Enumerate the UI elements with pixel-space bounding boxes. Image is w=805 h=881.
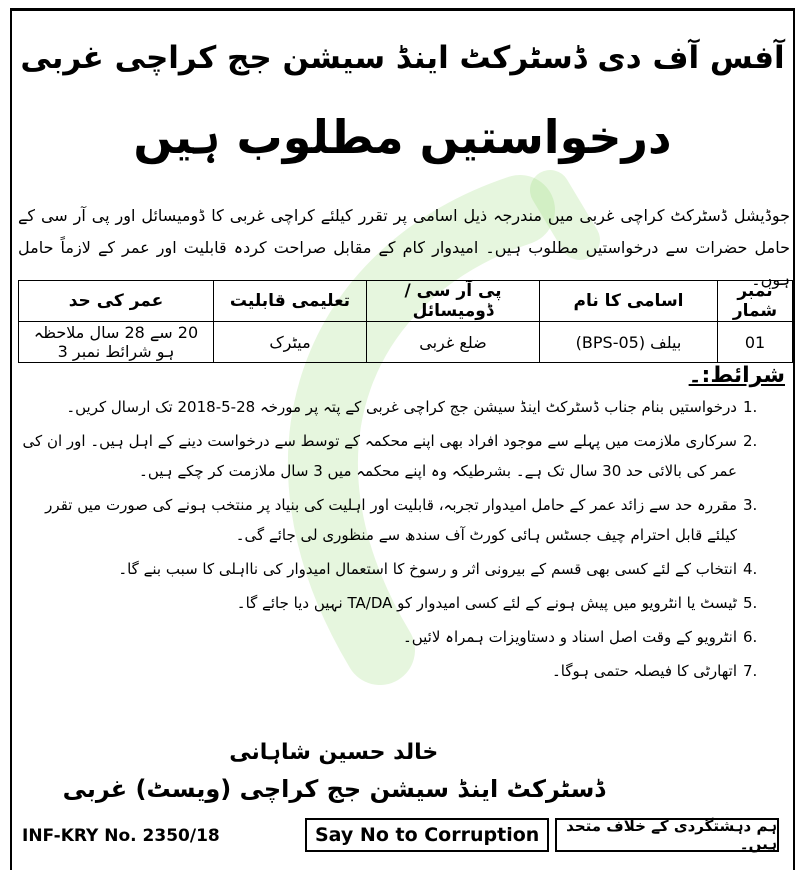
item-text: درخواستیں بنام جناب ڈسٹرکٹ اینڈ سیشن جج کراچی غربی کے پتہ پر مورخہ 28-5-2018 تک ارسال کریں۔	[66, 398, 737, 416]
item-number: 6.	[743, 628, 758, 646]
conditions-list	[20, 392, 785, 686]
list-item	[20, 426, 785, 486]
item-number: 3.	[743, 496, 758, 514]
slogan-box: Say No to Corruption	[305, 818, 549, 852]
item-text: اتھارٹی کا فیصلہ حتمی ہوگا۔	[551, 662, 737, 680]
signatory-designation: ڈسٹرکٹ اینڈ سیشن جج کراچی (ویسٹ) غربی	[62, 775, 605, 803]
row-qualification: میٹرک	[214, 322, 367, 363]
header-age: عمر کی حد	[19, 281, 214, 322]
header-domicile: پی آر سی / ڈومیسائل	[367, 281, 540, 322]
item-text: انٹرویو کے وقت اصل اسناد و دستاویزات ہمراہ لائیں۔	[402, 628, 737, 646]
pledge-box: ہم دہشتگردی کے خلاف متحد ہیں۔	[555, 818, 779, 852]
row-post: بیلف (BPS-05)	[540, 322, 718, 363]
header-post: اسامی کا نام	[540, 281, 718, 322]
item-number: 5.	[743, 594, 758, 612]
header-sr: نمبر شمار	[718, 281, 793, 322]
row-domicile: ضلع غربی	[367, 322, 540, 363]
row-sr: 01	[718, 322, 793, 363]
header-qualification: تعلیمی قابلیت	[214, 281, 367, 322]
row-age: 20 سے 28 سال ملاحظہ ہو شرائط نمبر 3	[19, 322, 214, 363]
item-number: 1.	[743, 398, 758, 416]
item-text: ٹیسٹ یا انٹرویو میں پیش ہونے کے لئے کسی امیدوار کو TA/DA نہیں دیا جائے گا۔	[236, 594, 737, 612]
item-number: 4.	[743, 560, 758, 578]
conditions-title: شرائط:۔	[688, 363, 785, 388]
item-number: 2.	[743, 432, 758, 450]
posts-table	[18, 280, 793, 363]
item-number: 7.	[743, 662, 758, 680]
reference-number: INF-KRY No. 2350/18	[22, 826, 220, 846]
table-row	[19, 322, 793, 363]
item-text: مقررہ حد سے زائد عمر کے حامل امیدوار تجربہ، قابلیت اور اہلیت کی بنیاد پر منتخب ہونے کی صورت میں تقرر کیلئے قابل احترام چیف جسٹس ہائی کورٹ آف سندھ سے منظوری لی جائے گی۔	[45, 496, 737, 544]
signature-block	[63, 740, 605, 803]
list-item	[20, 554, 785, 584]
office-title: آفس آف دی ڈسٹرکٹ اینڈ سیشن جج کراچی غربی	[20, 40, 785, 76]
list-item	[20, 656, 785, 686]
item-text: سرکاری ملازمت میں پہلے سے موجود افراد بھی اپنے محکمہ کے توسط سے درخواست دینے کے اہل ہیں۔ اور ان کی عمر کی بالائی حد 30 سال تک ہے۔ بشرطیکہ وہ اپنے محکمہ میں 3 سال ملازمت کر چکے ہیں۔	[22, 432, 737, 480]
notice-title: درخواستیں مطلوب ہیں	[133, 110, 672, 164]
list-item	[20, 588, 785, 618]
list-item	[20, 490, 785, 550]
list-item	[20, 622, 785, 652]
table-header-row	[19, 281, 793, 322]
item-text: انتخاب کے لئے کسی بھی قسم کے بیرونی اثر و رسوخ کا استعمال امیدوار کی نااہلی کا سبب بنے گا۔	[118, 560, 737, 578]
signatory-name: خالد حسین شاہانی	[229, 740, 439, 765]
list-item	[20, 392, 785, 422]
intro-text: جوڈیشل ڈسٹرکٹ کراچی غربی میں مندرجہ ذیل اسامی پر تقرر کیلئے کراچی غربی کا ڈومیسائل اور پی آر سی کے حامل حضرات سے درخواستیں مطلوب ہیں۔ امیدوار کام کے مقابل صراحت کردہ قابلیت اور عمر کے لازماً حامل ہوں۔	[18, 206, 790, 289]
